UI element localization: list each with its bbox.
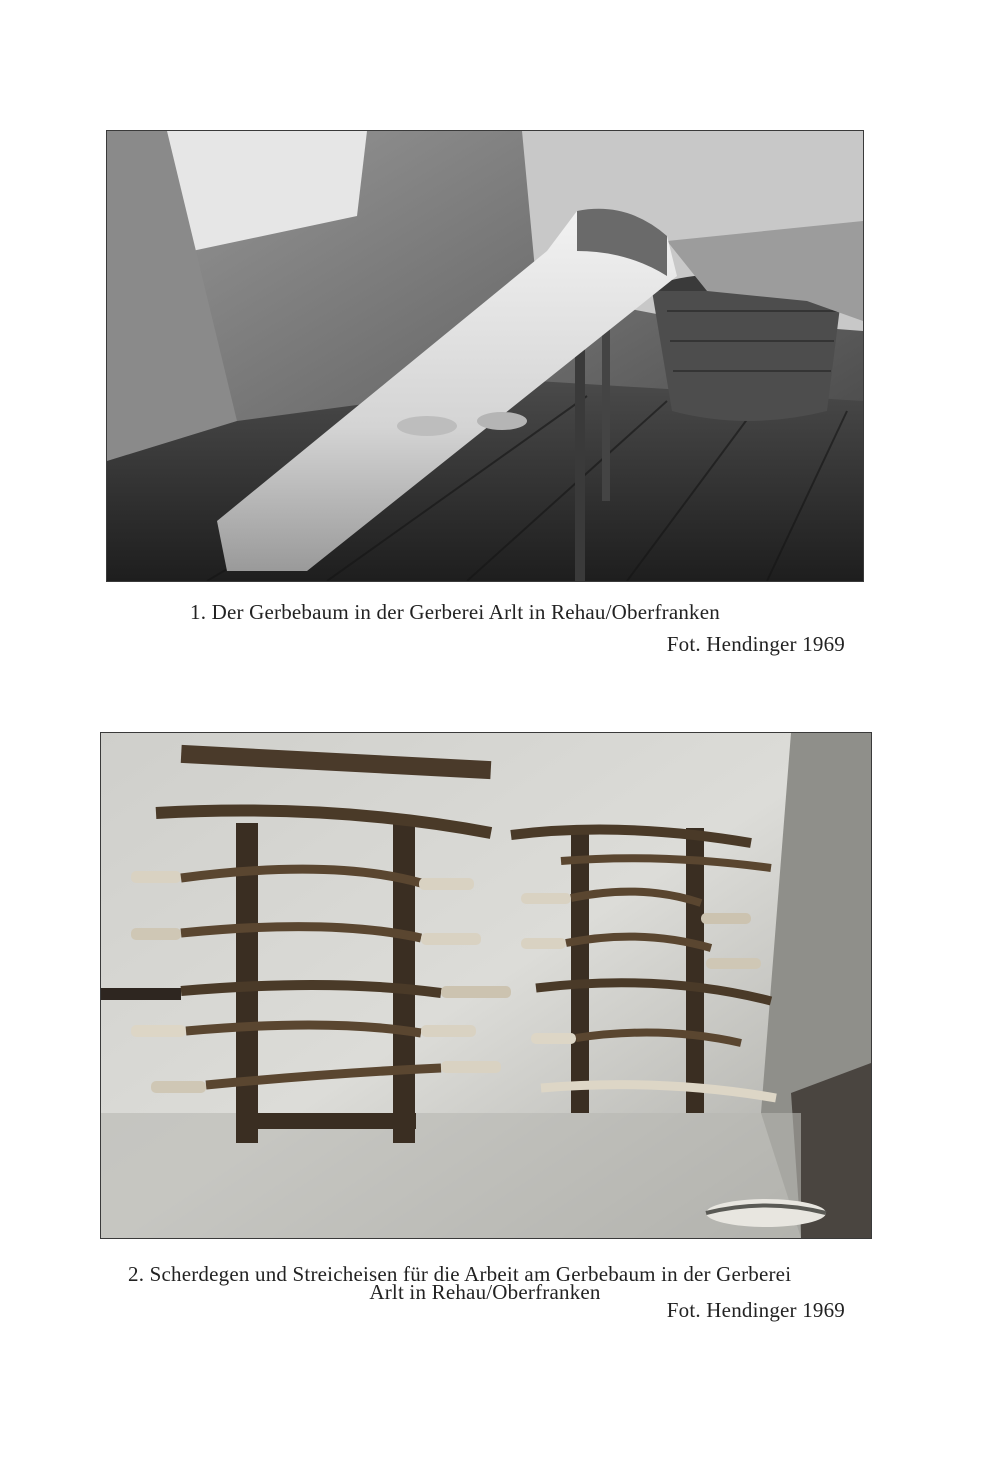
figure-1-photo-credit: Fot. Hendinger 1969	[666, 632, 845, 656]
photo-tool-rack	[100, 732, 872, 1239]
tool-rack-photo-illustration	[101, 733, 871, 1238]
tanning-beam-photo-illustration	[107, 131, 863, 581]
figure-2-caption-line-1: 2. Scherdegen und Streicheisen für die Arbeit am Gerbebaum in der Gerberei	[128, 1262, 792, 1286]
figure-1-caption: 1. Der Gerbebaum in der Gerberei Arlt in Rehau/Oberfranken	[190, 600, 720, 624]
figure-2-photo-credit: Fot. Hendinger 1969	[666, 1298, 845, 1322]
photo-tanning-beam	[106, 130, 864, 582]
figure-2-caption-line-2: Arlt in Rehau/Oberfranken	[369, 1280, 601, 1304]
